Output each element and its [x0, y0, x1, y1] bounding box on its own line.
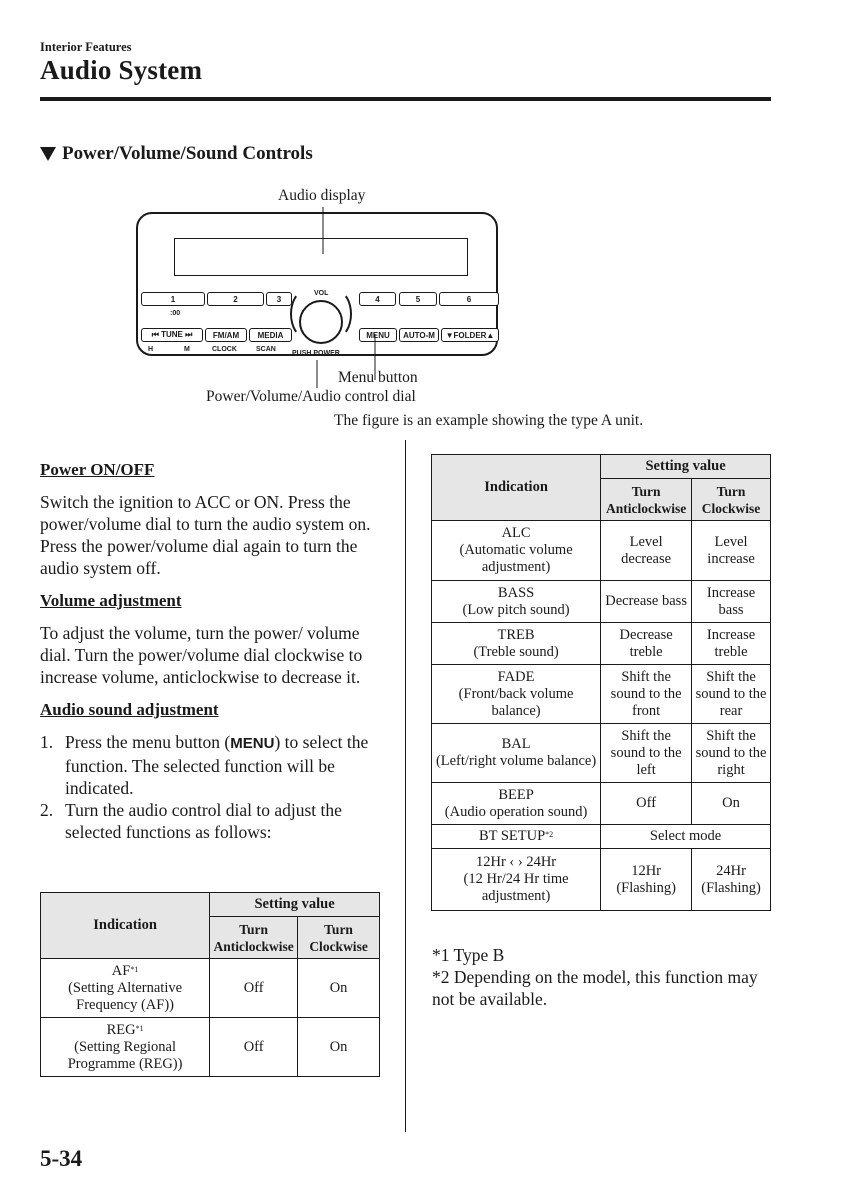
section-heading-text: Power/Volume/Sound Controls [62, 143, 313, 164]
audio-display-label: Audio display [278, 187, 366, 204]
clockwise-header: Turn Clockwise [692, 479, 771, 521]
triangle-down-icon [40, 147, 56, 161]
settings-table-right [431, 454, 771, 911]
clockwise-header: Turn Clockwise [298, 917, 380, 959]
volume-heading: Volume adjustment [40, 591, 182, 610]
media-sublabel: SCAN [256, 346, 276, 353]
tune-sublabel-m: M [184, 346, 190, 353]
setting-value-header: Setting value [210, 893, 380, 917]
push-power-label: PUSH POWER [292, 350, 340, 357]
settings-table-left [40, 892, 380, 1077]
table-row: BEEP (Audio operation sound) Off On [432, 783, 771, 825]
fm-am-sublabel: CLOCK [212, 346, 237, 353]
column-divider [405, 440, 406, 1132]
preset-4-button[interactable]: 4 [359, 292, 396, 306]
title-rule [40, 97, 771, 101]
list-item [40, 731, 385, 799]
power-heading: Power ON/OFF [40, 460, 155, 479]
steps-list [40, 731, 385, 843]
setting-value-header: Setting value [601, 455, 771, 479]
step-text: Turn the audio control dial to adjust the selected functions as follows: [65, 800, 342, 842]
footnotes [432, 944, 777, 1010]
tune-button[interactable]: ⏮ TUNE ⏭ [141, 328, 203, 342]
tune-sublabel-h: H [148, 346, 154, 353]
preset-1-button[interactable]: 1 [141, 292, 205, 306]
folder-button[interactable]: ▼FOLDER▲ [441, 328, 499, 342]
audio-unit [136, 212, 498, 356]
list-item [40, 799, 385, 843]
preset-5-button[interactable]: 5 [399, 292, 437, 306]
preset-2-button[interactable]: 2 [207, 292, 264, 306]
table-row: BASS (Low pitch sound) Decrease bass Increase bass [432, 581, 771, 623]
figure-caption: The figure is an example showing the type A unit. [334, 412, 644, 429]
table-row: AF$^{*1}$ (Setting Alternative Frequency (AF)) Off On [41, 959, 380, 1018]
auto-m-button[interactable]: AUTO-M [399, 328, 439, 342]
audio-unit-figure [130, 182, 510, 412]
section-header: Interior Features [40, 40, 132, 54]
step-number: 1. [40, 732, 54, 752]
table-row: ALC (Automatic volume adjustment) Level decrease Level increase [432, 521, 771, 581]
indication-header: Indication [432, 455, 601, 521]
page-title: Audio System [40, 55, 203, 85]
table-row: BAL (Left/right volume balance) Shift the sound to the left Shift the sound to the right [432, 724, 771, 783]
footnote-1: *1 Type B [432, 945, 505, 965]
sound-heading: Audio sound adjustment [40, 700, 219, 719]
media-button[interactable]: MEDIA [249, 328, 292, 342]
section-heading [40, 143, 313, 165]
table-row: 12Hr ‹ › 24Hr (12 Hr/24 Hr time adjustment) 12Hr (Flashing) 24Hr (Flashing) [432, 849, 771, 911]
fm-am-button[interactable]: FM/AM [205, 328, 247, 342]
step-text: Press the menu button (MENU) to select the function. The selected function will be indicated. [65, 732, 369, 798]
table-row: FADE (Front/back volume balance) Shift the sound to the front Shift the sound to the rear [432, 665, 771, 724]
vol-label: VOL [314, 290, 329, 297]
menu-key: MENU [230, 735, 275, 752]
preset-6-button[interactable]: 6 [439, 292, 499, 306]
table-row: REG$^{*1}$ (Setting Regional Programme (REG)) Off On [41, 1018, 380, 1077]
anticlockwise-header: Turn Anticlockwise [601, 479, 692, 521]
preset-3-button[interactable]: 3 [266, 292, 292, 306]
page-number: 5-34 [40, 1146, 83, 1171]
audio-display [174, 238, 468, 276]
footnote-2: *2 Depending on the model, this function may not be available. [432, 967, 758, 1009]
anticlockwise-header: Turn Anticlockwise [210, 917, 298, 959]
table-row: BT SETUP$^{*2}$ Select mode [432, 825, 771, 849]
menu-button-label: Menu button [338, 369, 418, 386]
preset-1-sublabel: :00 [170, 310, 181, 317]
step-number: 2. [40, 800, 54, 820]
dial-label: Power/Volume/Audio control dial [206, 388, 416, 405]
left-column [40, 460, 385, 843]
power-volume-dial[interactable] [299, 300, 343, 344]
table-row: TREB (Treble sound) Decrease treble Increase treble [432, 623, 771, 665]
power-text: Switch the ignition to ACC or ON. Press the power/volume dial to turn the audio system on. Press the power/volume dial again to turn the audio system off. [40, 492, 371, 578]
indication-header: Indication [41, 893, 210, 959]
volume-text: To adjust the volume, turn the power/ volume dial. Turn the power/volume dial clockwise to increase volume, anticlockwise to decrease it. [40, 623, 363, 687]
menu-button[interactable]: MENU [359, 328, 397, 342]
